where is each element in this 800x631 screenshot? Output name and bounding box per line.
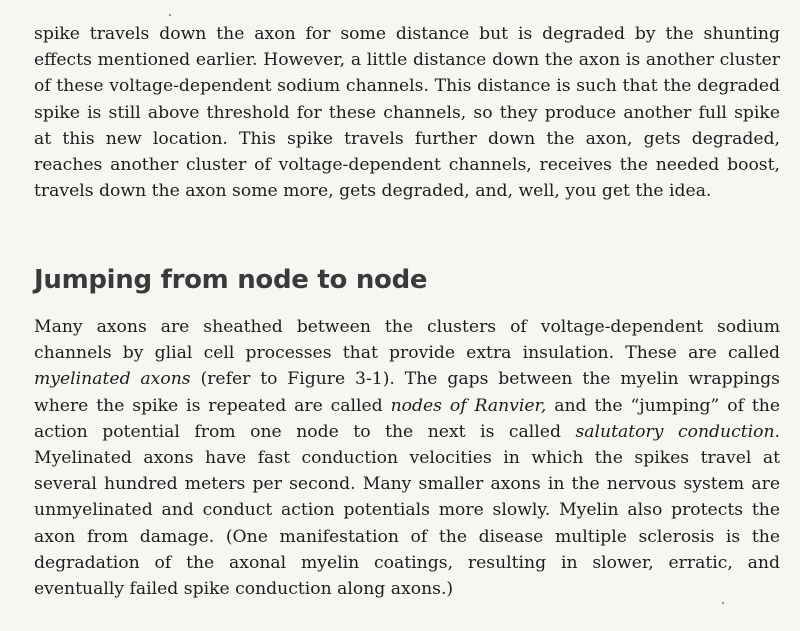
section-heading: Jumping from node to node [34,265,428,295]
paragraph-myelination [34,314,780,602]
text-segment: (refer to Figure 3-1). The gaps between the myelin wrappings where the spike is repeated are called [34,369,781,416]
paragraph-spike-propagation: spike travels down the axon for some distance but is degraded by the shunting effects mentioned earlier. However, a little distance down the axon is another cluster of these voltage-dependent sodium channels. This distance is such that the degraded spike is still above threshold for these channels, so they produce another full spike at this new location. This spike travels further down the axon, gets degraded, reaches another cluster of voltage-dependent channels, receives the needed boost, travels down the axon some more, gets degraded, and, well, you get the idea. [34,24,780,202]
text-segment: Many axons are sheathed between the clusters of voltage-dependent sodium channels by glial cell processes that provide extra insulation. These are called [34,317,780,364]
term-myelinated-axons: myelinated axons [34,369,191,390]
scan-speck [169,14,171,16]
text-segment: Myelinated axons have fast conduction velocities in which the spikes travel at several hundred meters per second. Many smaller axons in the nervous system are unmyelinated and conduct action potentials more slowly. Myelin also protects the axon from damage. (One manifestation of the disease multiple sclerosis is the degradation of the axonal myelin coatings, resulting in slower, erratic, and eventually failed spike conduction along axons.) [34,448,780,600]
term-nodes-of-ranvier: nodes of Ranvier, [390,395,547,416]
term-salutatory-conduction: salutatory conduction. [575,421,780,442]
scan-speck [722,602,724,604]
text-segment: and the “jumping” of the action potential from one node to the next is called [34,395,780,442]
